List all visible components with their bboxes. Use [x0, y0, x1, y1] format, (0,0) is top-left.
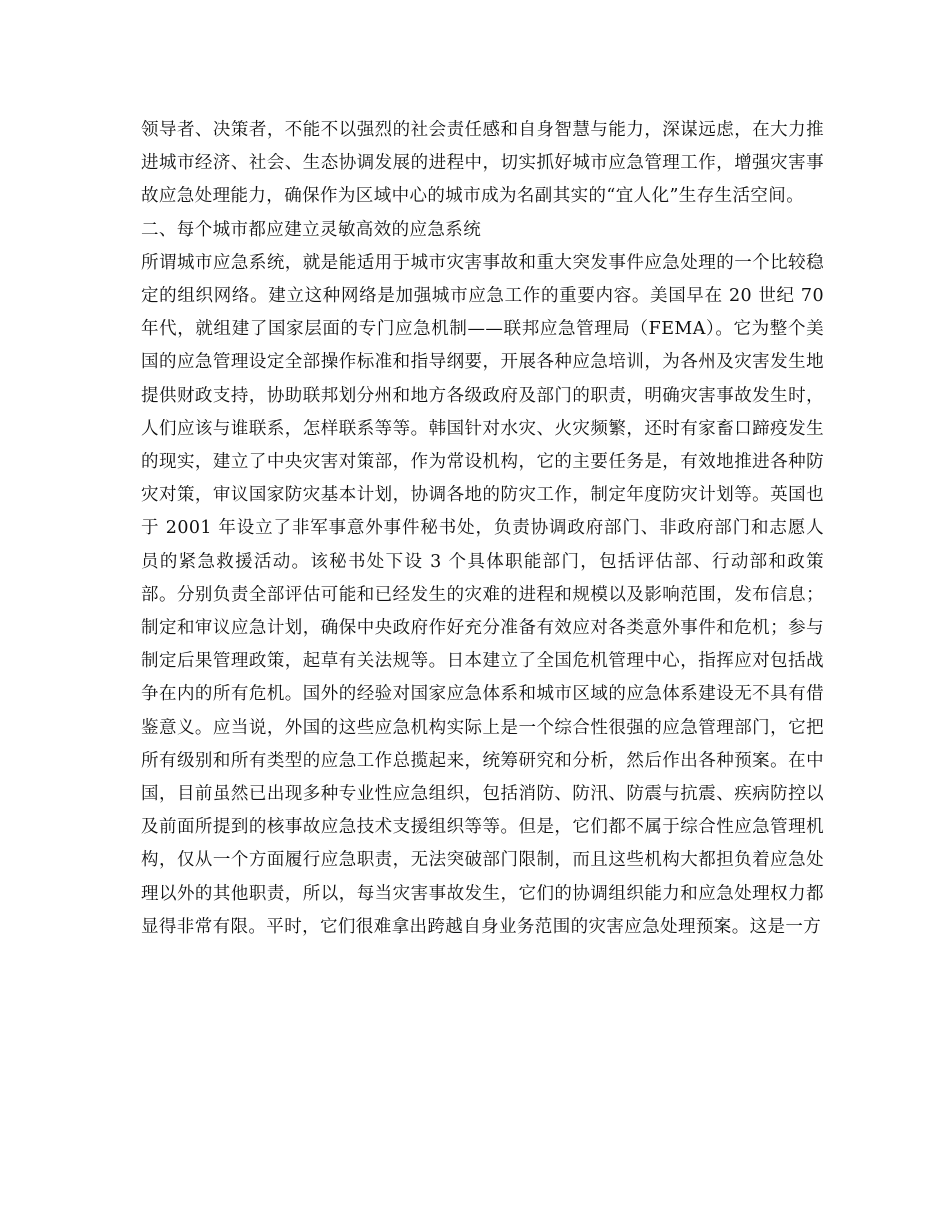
section-heading: 二、每个城市都应建立灵敏高效的应急系统 — [141, 219, 482, 240]
document-body — [141, 114, 824, 944]
paragraph-main: 所谓城市应急系统，就是能适用于城市灾害事故和重大突发事件应急处理的一个比较稳定的组织网络。建立这种网络是加强城市应急工作的重要内容。美国早在 20 世纪 70 年代，就组建了国家层面的专门应急机制——联邦应急管理局（FEMA）。它为整个美国的应急管理设定全部操作标准和指导纲要，开展各种应急培训，为各州及灾害发生地提供财政支持，协助联邦划分州和地方各级政府及部门的职责，明确灾害事故发生时，人们应该与谁联系，怎样联系等等。韩国针对水灾、火灾频繁，还时有家畜口蹄疫发生的现实，建立了中央灾害对策部，作为常设机构，它的主要任务是，有效地推进各种防灾对策，审议国家防灾基本计划，协调各地的防灾工作，制定年度防灾计划等。英国也于 2001 年设立了非军事意外事件秘书处，负责协调政府部门、非政府部门和志愿人员的紧急救援活动。该秘书处下设 3 个具体职能部门，包括评估部、行动部和政策部。分别负责全部评估可能和已经发生的灾难的进程和规模以及影响范围，发布信息；制定和审议应急计划，确保中央政府作好充分准备有效应对各类意外事件和危机；参与制定后果管理政策，起草有关法规等。日本建立了全国危机管理中心，指挥应对包括战争在内的所有危机。国外的经验对国家应急体系和城市区域的应急体系建设无不具有借鉴意义。应当说，外国的这些应急机构实际上是一个综合性很强的应急管理部门，它把所有级别和所有类型的应急工作总揽起来，统筹研究和分析，然后作出各种预案。在中国，目前虽然已出现多种专业性应急组织，包括消防、防汛、防震与抗震、疾病防控以及前面所提到的核事故应急技术支援组织等等。但是，它们都不属于综合性应急管理机构，仅从一个方面履行应急职责，无法突破部门限制，而且这些机构大都担负着应急处理以外的其他职责，所以，每当灾害事故发生，它们的协调组织能力和应急处理权力都显得非常有限。平时，它们很难拿出跨越自身业务范围的灾害应急处理预案。这是一方 — [141, 252, 824, 937]
paragraph-intro: 领导者、决策者，不能不以强烈的社会责任感和自身智慧与能力，深谋远虑，在大力推进城市经济、社会、生态协调发展的进程中，切实抓好城市应急管理工作，增强灾害事故应急处理能力，确保作为区域中心的城市成为名副其实的“宜人化”生存生活空间。 — [141, 120, 824, 207]
